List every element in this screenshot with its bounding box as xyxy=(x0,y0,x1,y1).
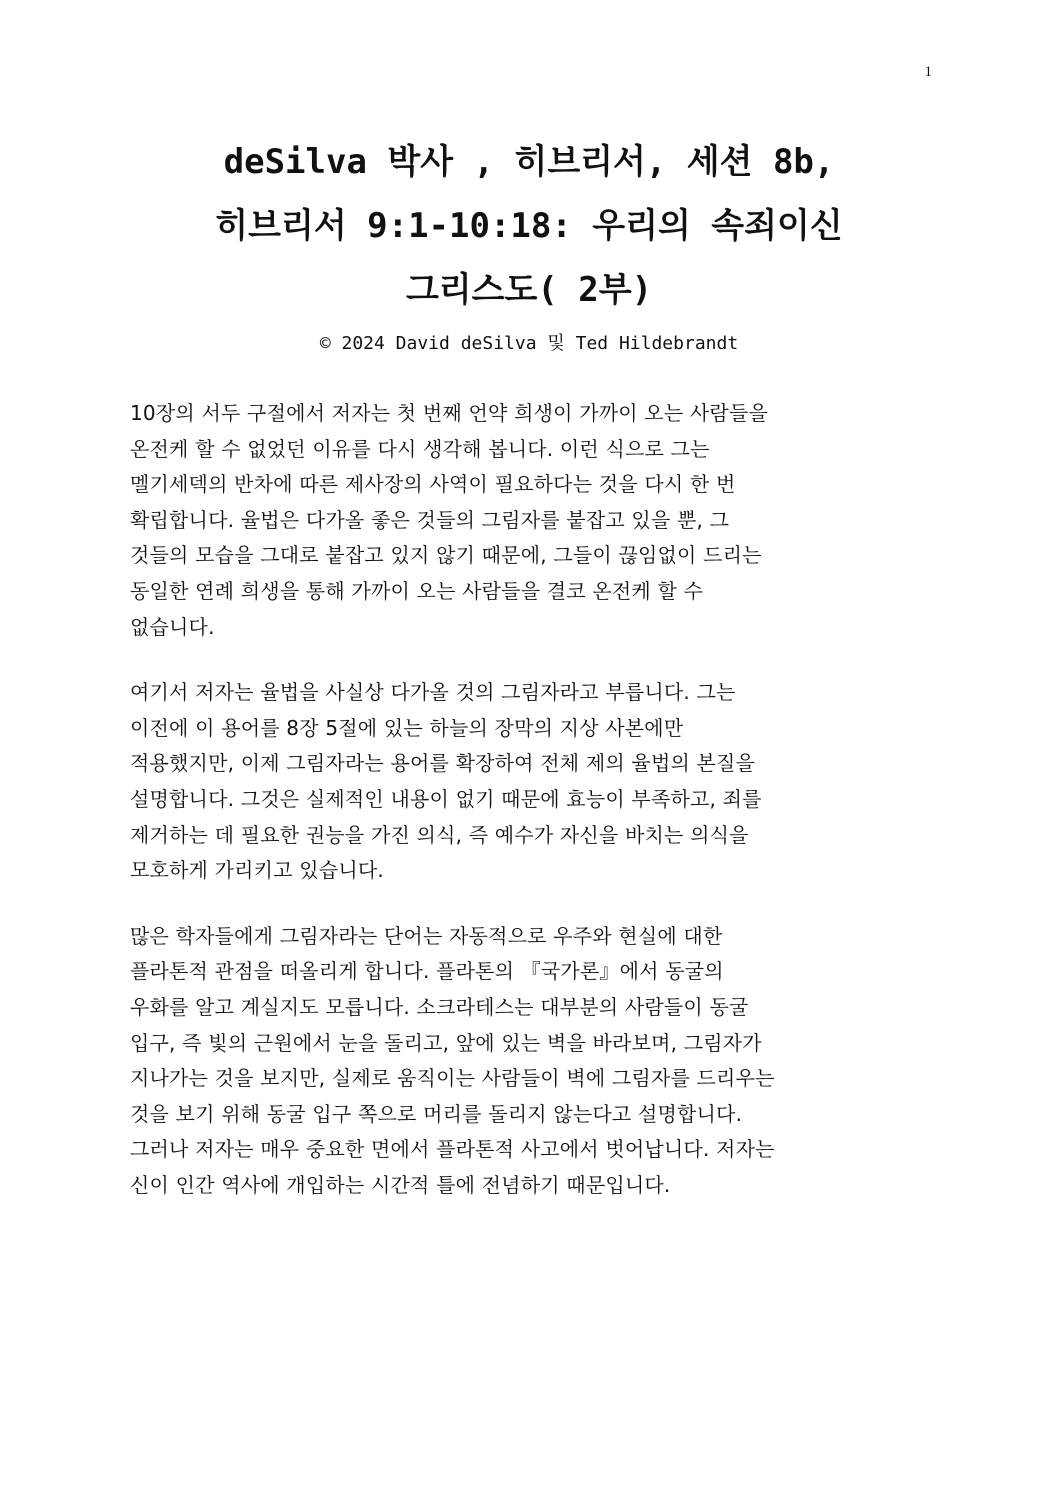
text-line: 이전에 이 용어를 8장 5절에 있는 하늘의 장막의 지상 사본에만 xyxy=(130,715,684,740)
body-text xyxy=(130,396,940,1233)
text-line: 제거하는 데 필요한 권능을 가진 의식, 즉 예수가 자신을 바치는 의식을 xyxy=(130,822,749,847)
text-line: 동일한 연례 희생을 통해 가까이 오는 사람들을 결코 온전케 할 수 xyxy=(130,578,704,603)
text-line: 10장의 서두 구절에서 저자는 첫 번째 언약 희생이 가까이 오는 사람들을 xyxy=(130,401,768,425)
title-line-3: 그리스도( 2부) xyxy=(405,270,653,310)
text-line: 설명합니다. 그것은 실제적인 내용이 없기 때문에 효능이 부족하고, 죄를 xyxy=(130,786,762,811)
text-line: 모호하게 가리키고 있습니다. xyxy=(130,858,384,883)
paragraph-2 xyxy=(130,675,940,889)
text-line: 멜기세덱의 반차에 따른 제사장의 사역이 필요하다는 것을 다시 한 번 xyxy=(130,472,736,497)
document-title xyxy=(100,130,958,358)
text-line: 입구, 즉 빛의 근원에서 눈을 돌리고, 앞에 있는 벽을 바라보며, 그림자가 xyxy=(130,1030,762,1055)
title-line-1: deSilva 박사 , 히브리서, 세션 8b, xyxy=(223,142,835,182)
title-line-2: 히브리서 9:1-10:18: 우리의 속죄이신 xyxy=(215,206,843,246)
text-line: 것들의 모습을 그대로 붙잡고 있지 않기 때문에, 그들이 끊임없이 드리는 xyxy=(130,543,762,568)
text-line: 없습니다. xyxy=(130,614,215,639)
text-line: 것을 보기 위해 동굴 입구 쪽으로 머리를 돌리지 않는다고 설명합니다. xyxy=(130,1101,743,1126)
page-number: 1 xyxy=(924,64,932,80)
text-line: 신이 인간 역사에 개입하는 시간적 틀에 전념하기 때문입니다. xyxy=(130,1172,671,1197)
text-line: 확립합니다. 율법은 다가올 좋은 것들의 그림자를 붙잡고 있을 뿐, 그 xyxy=(130,507,730,532)
text-line: 우화를 알고 계실지도 모릅니다. 소크라테스는 대부분의 사람들이 동굴 xyxy=(130,994,749,1019)
text-line: 적용했지만, 이제 그림자라는 용어를 확장하여 전체 제의 율법의 본질을 xyxy=(130,751,756,776)
text-line: 여기서 저자는 율법을 사실상 다가올 것의 그림자라고 부릅니다. 그는 xyxy=(130,680,736,705)
paragraph-3 xyxy=(130,919,940,1204)
copyright-notice: © 2024 David deSilva 및 Ted Hildebrandt xyxy=(319,333,739,354)
text-line: 플라톤적 관점을 떠올리게 합니다. 플라톤의 『국가론』에서 동굴의 xyxy=(130,959,724,984)
text-line: 지나가는 것을 보지만, 실제로 움직이는 사람들이 벽에 그림자를 드리우는 xyxy=(130,1066,775,1091)
paragraph-1 xyxy=(130,396,940,645)
text-line: 그러나 저자는 매우 중요한 면에서 플라톤적 사고에서 벗어납니다. 저자는 xyxy=(130,1137,775,1162)
text-line: 많은 학자들에게 그림자라는 단어는 자동적으로 우주와 현실에 대한 xyxy=(130,923,723,948)
text-line: 온전케 할 수 없었던 이유를 다시 생각해 봅니다. 이런 식으로 그는 xyxy=(130,436,710,461)
